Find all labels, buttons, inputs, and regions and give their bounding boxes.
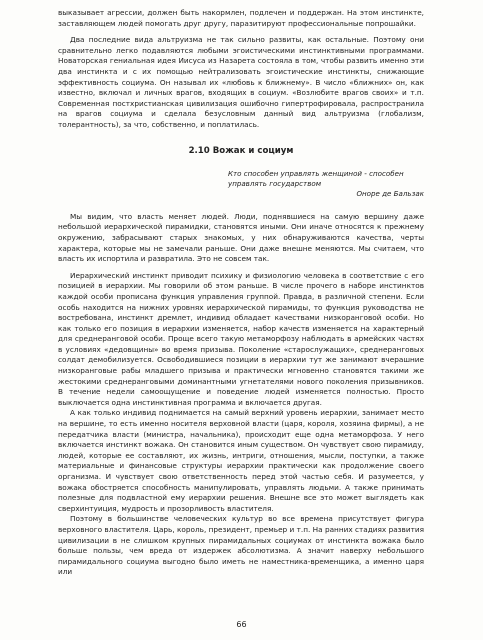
section-title: 2.10 Вожак и социум <box>188 145 294 156</box>
paragraph: Иерархический инстинкт приводит психику и физиологию человека в соответствие с его позицией в иерархии. Мы говорили об этом раньше. В числе прочего в наборе инстинктов каждой особи прописана функция управления группой. Правда, в различной степени. Если особь находится на нижних уровнях иерархической пирамиды, то функция руководства не востребована, инстинкт дремлет, индивид обладает качествами низкоранговой особи. Но как только его позиция в иерархии изменяется, набор качеств изменяется на характерный для среднеранговой особи. Проще всего такую метаморфозу наблюдать в армейских частях в условиях «дедовщины» во время призыва. Поколение «старослужащих», среднеранговых солдат демобилизуется. Освободившиеся позиции в иерархии тут же занимают вчерашние низкоранговые рабы младшего призыва и практически мгновенно становятся такими же жестокими среднеранговыми доминантными угнетателями нового поколения призывников. В течение недели самоощущение и поведение людей изменяется полностью. Просто выключается одна инстинктивная программа и включается другая. <box>58 270 424 407</box>
paragraph: Два последние вида альтруизма не так сильно развиты, как остальные. Поэтому они сравнительно легко подавляются любыми эгоистическими инстинктивными программами. Новаторская гениальная идея Иисуса из Назарета состояла в том, чтобы развить именно эти два инстинкта и с их помощью нейтрализовать эгоистические инстинкты, снижающие эффективность социума. Он называл их «любовь к ближнему». В число «ближних» он, как известно, включал и личных врагов, входящих в социум. «Возлюбите врагов своих» и т.п. Современная постхристианская цивилизация ошибочно гипертрофировала, распространила на врагов социума и сделала безусловным данный вид альтруизма (глобализм, толерантность), за что, собственно, и поплатилась. <box>58 35 424 129</box>
paragraph: А как только индивид поднимается на самый верхний уровень иерархии, занимает место на вершине, то есть именно носителя верховной власти (царя, короля, хозяина фирмы), а не передатчика власти (министра, начальника), происходит еще одна метаморфоза. У него включается инстинкт вожака. Он становится иным существом. Он чувствует свою пирамиду, людей, которые ее составляют, их жизнь, интриги, отношения, мысли, поступки, а также материальные и финансовые структуры иерархии практически как продолжение своего организма. И чувствует свою ответственность перед этой частью себя. И разумеется, у вожака обостряется способность манипулировать, управлять людьми. А также принимать полезные для подвластной ему иерархии решения. Внешне все это может выглядеть как сверхинтуиция, мудрость и прозорливость властителя. <box>58 408 424 513</box>
paragraph: Поэтому в большинстве человеческих культур во все времена присутствует фигура верховного властителя. Царь, король, президент, премьер и т.п. На ранних стадиях развития цивилизации в не слишком крупных пирамидальных социумах от инстинкта вожака было больше пользы, чем вреда от издержек абсолютизма. А значит наверху небольшого пирамидального социума выгодно было иметь не наместника-временщика, а именно царя или <box>58 514 424 577</box>
page-body <box>58 8 424 578</box>
page-number: 66 <box>236 620 247 629</box>
paragraph: выказывает агрессии, должен быть накормлен, подлечен и поддержан. На этом инстинкте, заставляющем людей помогать друг другу, паразитируют профессиональные попрошайки. <box>58 8 424 28</box>
epigraph-author: Оноре де Бальзак <box>356 189 424 199</box>
paragraph: Мы видим, что власть меняет людей. Люди, поднявшиеся на самую вершину даже небольшой иерархической пирамидки, становятся иными. Они иначе относятся к прежнему окружению, забрасывают старых знакомых, у них обнаруживаются качества, черты характера, которые мы не замечали раньше. Они даже внешне меняются. Мы считаем, что власть их испортила и развратила. Это не совсем так. <box>58 211 424 264</box>
epigraph-text: Кто способен управлять женщиной - способен управлять государством <box>228 168 404 188</box>
